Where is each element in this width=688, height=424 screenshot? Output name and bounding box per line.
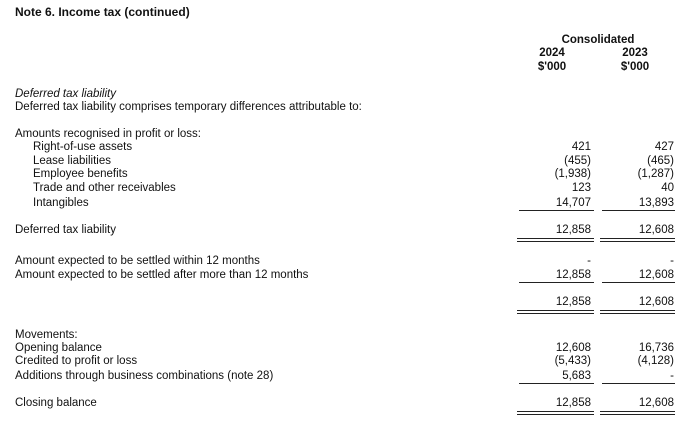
total-double-rule-2024: [517, 411, 594, 415]
row-label: Opening balance: [15, 342, 102, 354]
section-title: Deferred tax liability: [15, 88, 116, 100]
value-2024: (5,433): [554, 355, 591, 367]
subtotal-rule-2024: [519, 282, 594, 283]
movements-heading: Movements:: [15, 329, 78, 341]
value-2024: (455): [564, 155, 591, 167]
total-double-rule-2024: [517, 310, 594, 314]
total-double-rule-2023: [600, 411, 675, 415]
row-label: Employee benefits: [33, 168, 128, 180]
value-2024: 5,683: [562, 370, 591, 382]
subtotal-rule-2023: [602, 383, 675, 384]
row-label: Amount expected to be settled within 12 months: [15, 255, 260, 267]
unit-2023-header: $'000: [620, 61, 650, 73]
value-2023: 40: [661, 182, 674, 194]
subtotal-rule-2024: [519, 383, 594, 384]
value-2023: 12,608: [638, 224, 674, 236]
value-2024: -: [587, 255, 591, 267]
value-2023: -: [670, 255, 674, 267]
value-2023: 12,608: [638, 269, 674, 281]
value-2024: (1,938): [554, 168, 591, 180]
value-2024: 12,858: [555, 269, 591, 281]
value-2024: 12,858: [555, 296, 591, 308]
value-2023: (1,287): [637, 168, 674, 180]
row-label: Right-of-use assets: [33, 141, 133, 153]
row-label: Amount expected to be settled after more than 12 months: [15, 269, 309, 281]
value-2024: 12,858: [555, 224, 591, 236]
value-2024: 421: [571, 141, 591, 153]
row-label: Deferred tax liability: [15, 224, 116, 236]
row-label: Additions through business combinations (note 28): [15, 370, 274, 382]
value-2023: (465): [647, 155, 674, 167]
value-2023: 13,893: [638, 197, 674, 209]
row-label: Credited to profit or loss: [15, 355, 138, 367]
consolidated-header: Consolidated: [561, 34, 635, 46]
value-2023: 12,608: [638, 296, 674, 308]
value-2023: 12,608: [638, 397, 674, 409]
value-2024: 12,858: [555, 397, 591, 409]
subtotal-rule-2023: [602, 282, 675, 283]
row-label: Trade and other receivables: [33, 182, 176, 194]
total-double-rule-2023: [600, 310, 675, 314]
total-double-rule-2024: [517, 238, 594, 242]
subtotal-rule-2023: [602, 210, 675, 211]
row-label: Closing balance: [15, 397, 97, 409]
row-label: Intangibles: [33, 197, 89, 209]
subtotal-rule-2024: [519, 210, 594, 211]
value-2023: (4,128): [637, 355, 674, 367]
value-2024: 14,707: [555, 197, 591, 209]
row-label: Lease liabilities: [33, 155, 111, 167]
value-2024: 123: [571, 182, 591, 194]
value-2023: 427: [654, 141, 674, 153]
value-2024: 12,608: [555, 342, 591, 354]
value-2023: 16,736: [638, 342, 674, 354]
unit-2024-header: $'000: [537, 61, 567, 73]
recognised-heading: Amounts recognised in profit or loss:: [15, 128, 202, 140]
total-double-rule-2023: [600, 238, 675, 242]
year-2024-header: 2024: [539, 47, 565, 59]
section-intro: Deferred tax liability comprises temporary differences attributable to:: [15, 101, 362, 113]
year-2023-header: 2023: [622, 47, 648, 59]
value-2023: -: [670, 370, 674, 382]
note-title: Note 6. Income tax (continued): [15, 5, 190, 19]
